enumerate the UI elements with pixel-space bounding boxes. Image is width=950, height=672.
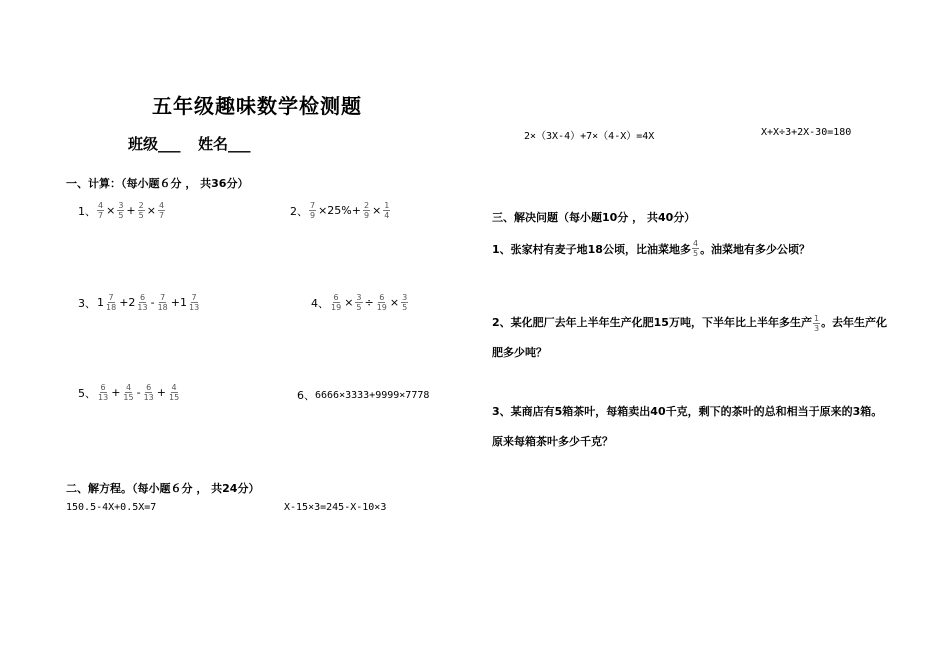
calc-question-5 xyxy=(78,383,181,402)
fraction: $\frac{2}{5}$ xyxy=(138,201,144,220)
calc-question-2 xyxy=(290,201,391,220)
calc-question-3 xyxy=(78,293,201,312)
operator: × xyxy=(146,204,156,217)
fraction: $\frac{6}{13}$ xyxy=(98,383,109,402)
question-number: 2、 xyxy=(290,204,308,218)
operator: ×25%+ xyxy=(318,204,361,217)
whole-number: +2 xyxy=(119,296,136,309)
operator: + xyxy=(156,386,166,399)
calc-question-1 xyxy=(78,201,166,220)
expression: 6666×3333+9999×7778 xyxy=(315,389,430,401)
fraction: $\frac{6}{19}$ xyxy=(376,293,387,312)
fraction: $\frac{2}{9}$ xyxy=(363,201,370,220)
operator: ÷ xyxy=(364,296,374,309)
fraction: $\frac{7}{13}$ xyxy=(188,293,200,312)
operator: × xyxy=(389,296,400,309)
equation-3: 2×（3X-4）+7×（4-X）=4X xyxy=(524,131,655,142)
operator: - xyxy=(150,296,155,309)
operator: + xyxy=(111,386,121,399)
whole-number: +1 xyxy=(170,296,187,309)
section-1-heading: 一、计算：（每小题６分 ， 共36分） xyxy=(66,177,249,190)
fraction: $\frac{3}{5}$ xyxy=(402,293,408,312)
fraction: $\frac{6}{13}$ xyxy=(143,383,154,402)
fraction: $\frac{4}{7}$ xyxy=(158,201,165,220)
calc-question-6 xyxy=(297,387,429,403)
problem-text: 。油菜地有多少公顷？ xyxy=(700,242,811,256)
operator: × xyxy=(372,204,382,217)
whole-number: 1 xyxy=(97,296,104,309)
fraction: $\frac{4}{15}$ xyxy=(168,383,180,402)
operator: + xyxy=(126,204,136,217)
fraction: $\frac{7}{9}$ xyxy=(310,201,316,220)
operator: × xyxy=(344,296,354,309)
fraction: $\frac{1}{3}$ xyxy=(813,313,820,333)
fraction: $\frac{6}{19}$ xyxy=(331,293,342,312)
word-problem-3: 3、某商店有5箱茶叶，每箱卖出40千克，剩下的茶叶的总和相当于原来的3箱。原来每箱茶叶多少千克？ xyxy=(492,405,883,448)
word-problem-1 xyxy=(492,239,810,258)
problem-text: 2、某化肥厂去年上半年生产化肥15万吨，下半年比上半年多生产 xyxy=(492,316,812,329)
section-2-heading: 二、解方程。（每小题６分 ， 共24分） xyxy=(66,482,260,495)
name-label: 姓名___ xyxy=(198,135,251,153)
question-number: 6、 xyxy=(297,389,315,402)
fraction: $\frac{3}{5}$ xyxy=(118,201,124,220)
fraction: $\frac{6}{13}$ xyxy=(137,293,148,312)
class-label: 班级___ xyxy=(128,135,181,153)
question-number: 4、 xyxy=(311,296,329,310)
fraction: $\frac{1}{4}$ xyxy=(384,201,390,220)
calc-question-4 xyxy=(311,293,409,312)
equation-2: X-15×3=245-X-10×3 xyxy=(284,502,387,513)
problem-text: 1、张家村有麦子地18公顷，比油菜地多 xyxy=(492,242,691,256)
word-problem-2 xyxy=(492,308,892,368)
section-3-heading: 三、解决问题（每小题10分 ， 共40分） xyxy=(492,211,696,224)
question-number: 3、 xyxy=(78,296,96,310)
equation-1: 150.5-4X+0.5X=7 xyxy=(66,502,157,513)
fraction: $\frac{7}{18}$ xyxy=(157,293,168,312)
equation-4: X+X÷3+2X-30=180 xyxy=(761,127,852,138)
problem-text: 。去年生产化肥多少吨？ xyxy=(492,316,888,359)
fraction: $\frac{4}{15}$ xyxy=(123,383,134,402)
operator: - xyxy=(136,386,141,399)
fraction: $\frac{4}{5}$ xyxy=(692,239,699,258)
fraction: $\frac{4}{7}$ xyxy=(98,201,104,220)
question-number: 1、 xyxy=(78,204,96,218)
operator: × xyxy=(106,204,116,217)
question-number: 5、 xyxy=(78,386,96,400)
page-title: 五年级趣味数学检测题 xyxy=(152,94,362,118)
fraction: $\frac{3}{5}$ xyxy=(356,293,362,312)
fraction: $\frac{7}{18}$ xyxy=(106,293,117,312)
